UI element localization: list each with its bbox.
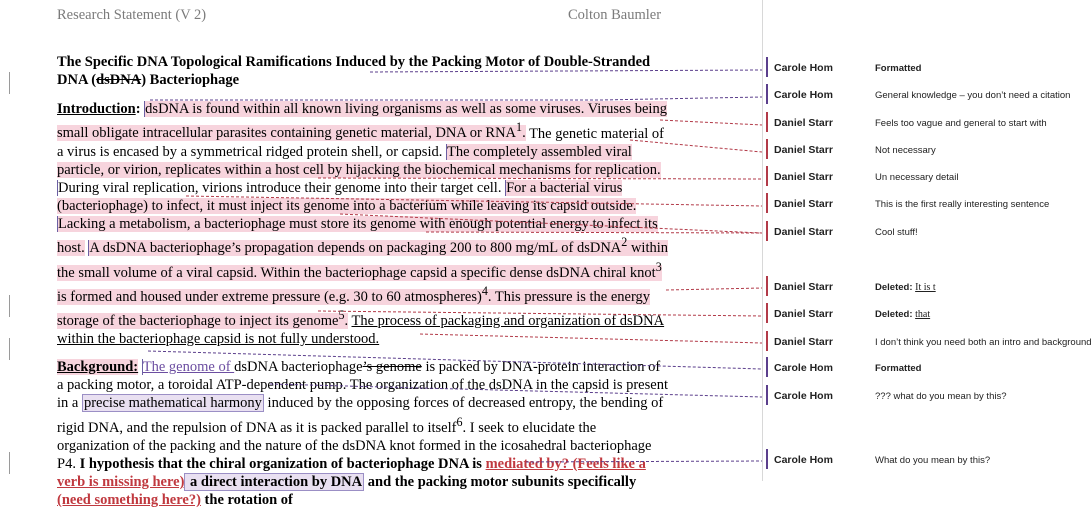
change-bar (9, 452, 10, 474)
intro-heading: Introduction (57, 101, 136, 118)
comment-body (875, 63, 921, 74)
inserted-text: mediated by? (Feels like a verb is missing here) (57, 455, 646, 491)
intro-sentence: dsDNA is found within all known living organisms as well as some viruses. Viruses being small obligate intracellular parasites containing genetic material, DNA or RNA$^1$. (57, 101, 667, 142)
comment-author: Daniel Starr (774, 308, 833, 320)
comment-body (875, 118, 1047, 129)
introduction-paragraph: Introduction: dsDNA is found within all known living organisms as well as some viruses. Viruses being small obligate intracellular parasites containing genetic material, DNA or RNA$^1$. The genetic material of a virus is encased by a symmetrical ridged protein shell, or capsid. The completely assembled viral particle, or virion, replicates within a host cell by hijacking the biochemical mechanisms for replication. During viral replication, virions introduce their genome into their target cell. For a bacterial virus (bacteriophage) to infect, it must inject its genome into a bacterium while leaving its capsid outside. Lacking a metabolism, a bacteriophage must store its genome with enough potential energy to infect its host. A dsDNA bacteriophage’s propagation depends on packaging 200 to 800 mg/mL of dsDNA$^2$ within the small volume of a viral capsid. Within the bacteriophage capsid a specific dense dsDNA chiral knot$^3$ is formed and housed under extreme pressure (e.g. 30 to 60 atmospheres)$^4$. This pressure is the energy storage of the bacteriophage to inject its genome$^5$. The process of packaging and organization of dsDNA within the bacteriophage capsid is not fully understood. (57, 101, 668, 347)
commented-text: a direct interaction by DNA (186, 474, 363, 491)
comment-item[interactable] (763, 84, 1071, 110)
intro-sentence: The process of packaging and organization of dsDNA within the bacteriophage capsid is not fully understood. (57, 312, 665, 347)
change-bar (9, 295, 10, 317)
comment-marker (766, 385, 768, 405)
header-title: Research Statement (V 2) (57, 7, 207, 23)
intro-sentence: During viral replication, virions introduce their genome into their target cell. (58, 180, 502, 197)
comment-text: It is t (915, 282, 936, 293)
inserted-text: The genome of (142, 358, 235, 375)
comment-author: Daniel Starr (774, 171, 833, 183)
document-title: The Specific DNA Topological Ramifications Induced by the Packing Motor of Double-Stranded DNA (dsDNA) Bacteriophage (57, 54, 651, 89)
background-paragraph: Background: The genome of dsDNA bacteriophage’s genome is packed by DNA-protein interaction of a packing motor, a toroidal ATP-dependent pump. The organization of the dsDNA in the capsid is present in a precise mathematical harmony induced by the opposing forces of decreased entropy, the bending of rigid DNA, and the repulsion of DNA as it is packed parallel to itself$^6$. I seek to elucidate the organization of the packing and the nature of the dsDNA knot formed in the icosahedral bacteriophage P4. I hypothesis that the chiral organization of bacteriophage DNA is mediated by? (Feels like a verb is missing here) a direct interaction by DNA and the packing motor subunits specifically (need something here?) the rotation of (57, 358, 668, 509)
comment-text: I don’t think you need both an intro and background (875, 337, 1092, 348)
comment-author: Carole Hom (774, 62, 833, 74)
comment-marker (766, 276, 768, 296)
intro-sentence: The completely assembled viral particle, or virion, replicates within a host cell by hijacking the biochemical mechanisms for replication. (57, 143, 661, 178)
intro-sentence: Lacking a metabolism, a bacteriophage must store its genome with enough potential energy to infect its host. (57, 216, 658, 257)
comment-item[interactable] (763, 385, 1025, 411)
comment-author: Daniel Starr (774, 281, 833, 293)
comment-author: Daniel Starr (774, 226, 833, 238)
comment-item[interactable] (763, 303, 1025, 329)
comment-item[interactable] (763, 139, 1025, 165)
comment-text: Cool stuff! (875, 227, 918, 238)
comment-body (875, 172, 958, 183)
comment-author: Carole Hom (774, 390, 833, 402)
comment-text: Un necessary detail (875, 172, 959, 183)
comment-item[interactable] (763, 112, 1047, 138)
comment-author: Carole Hom (774, 89, 833, 101)
comment-body (875, 227, 918, 238)
intro-sentence: The genetic material of a virus is encased by a symmetrical ridged protein shell, or capsid. (57, 125, 664, 160)
comment-author: Carole Hom (774, 454, 833, 466)
commented-text: precise mathematical harmony (83, 395, 262, 412)
comment-marker (766, 166, 768, 186)
comment-marker (766, 112, 768, 132)
comment-marker (766, 331, 768, 351)
comment-text: that (915, 309, 931, 320)
comment-item[interactable] (763, 193, 1050, 219)
inserted-text: (need something here?) (57, 492, 201, 509)
comment-marker (766, 221, 768, 241)
deleted-text: ’s genome (362, 358, 422, 375)
comment-item[interactable] (763, 357, 1025, 383)
header-author: Colton Baumler (568, 7, 662, 23)
comment-label: Formatted (875, 63, 922, 74)
comment-marker (766, 449, 768, 469)
comment-label: Deleted: (875, 309, 913, 320)
comment-marker (766, 303, 768, 323)
comment-item[interactable] (763, 276, 1025, 302)
comment-body (875, 363, 921, 374)
comment-author: Daniel Starr (774, 336, 833, 348)
comment-text: Not necessary (875, 145, 936, 156)
comment-author: Daniel Starr (774, 144, 833, 156)
comment-item[interactable] (763, 166, 1025, 192)
comment-text: Feels too vague and general to start with (875, 118, 1047, 129)
comment-body (875, 282, 936, 293)
comment-marker (766, 193, 768, 213)
comment-body (875, 90, 1070, 101)
document-body[interactable] (57, 53, 669, 519)
comment-text: General knowledge – you don’t need a citation (875, 90, 1071, 101)
comment-body (875, 199, 1049, 210)
comment-marker (766, 84, 768, 104)
comment-author: Daniel Starr (774, 198, 833, 210)
comment-label: Deleted: (875, 282, 913, 293)
comments-pane[interactable] (762, 0, 1092, 481)
intro-sentence: A dsDNA bacteriophage’s propagation depends on packaging 200 to 800 mg/mL of dsDNA$^2$ within the small volume of a viral capsid. Within the bacteriophage capsid a specific dense dsDNA chiral knot$^3$ is formed and housed under extreme pressure (e.g. 30 to 60 atmospheres)$^4$. This pressure is the energy storage of the bacteriophage to inject its genome$^5$. (57, 235, 668, 329)
comment-label: Formatted (875, 363, 922, 374)
comment-marker (766, 57, 768, 77)
comment-body (875, 455, 990, 466)
change-bar (9, 338, 10, 360)
comment-author: Carole Hom (774, 362, 833, 374)
comment-text: This is the first really interesting sentence (875, 199, 1050, 210)
comment-item[interactable] (763, 449, 1025, 475)
comment-body (875, 145, 936, 156)
comment-body (875, 309, 930, 320)
comment-item[interactable] (763, 331, 1092, 357)
background-heading: Background: (57, 358, 139, 375)
comment-body (875, 391, 1007, 402)
comment-author: Daniel Starr (774, 117, 833, 129)
change-bar (9, 72, 10, 94)
intro-sentence: For a bacterial virus (bacteriophage) to infect, it must inject its genome into a bacterium while leaving its capsid outside. (57, 180, 637, 215)
comment-marker (766, 357, 768, 377)
comment-text: ??? what do you mean by this? (875, 391, 1007, 402)
comment-item[interactable] (763, 57, 1025, 83)
comment-marker (766, 139, 768, 159)
comment-item[interactable] (763, 221, 1025, 247)
comment-body (875, 337, 1092, 348)
comment-text: What do you mean by this? (875, 455, 991, 466)
